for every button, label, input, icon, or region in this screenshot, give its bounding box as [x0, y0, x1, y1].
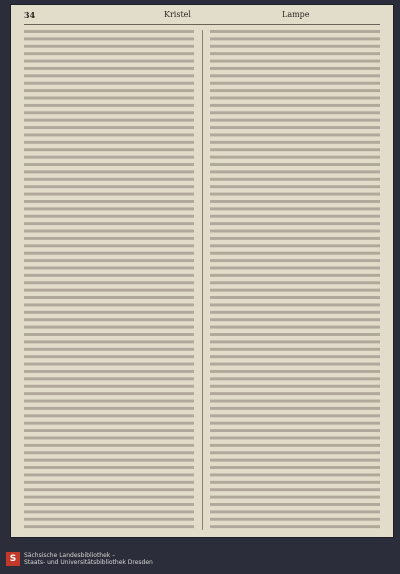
- directory-column-left: [24, 30, 194, 530]
- running-head-right: Lampe: [282, 10, 310, 19]
- column-divider: [202, 30, 203, 530]
- directory-column-right: [210, 30, 380, 530]
- library-name: [24, 552, 153, 566]
- library-footer: [0, 544, 400, 574]
- library-name-line-2: Staats- und Universitätsbibliothek Dresden: [24, 559, 153, 566]
- header-rule: [24, 24, 380, 25]
- running-head-left: Kristel: [164, 10, 191, 19]
- running-header: [24, 10, 380, 22]
- directory-page: [10, 4, 394, 538]
- page-number: 34: [24, 10, 36, 20]
- library-logo-icon: S: [6, 552, 20, 566]
- library-name-line-1: Sächsische Landesbibliothek –: [24, 552, 116, 559]
